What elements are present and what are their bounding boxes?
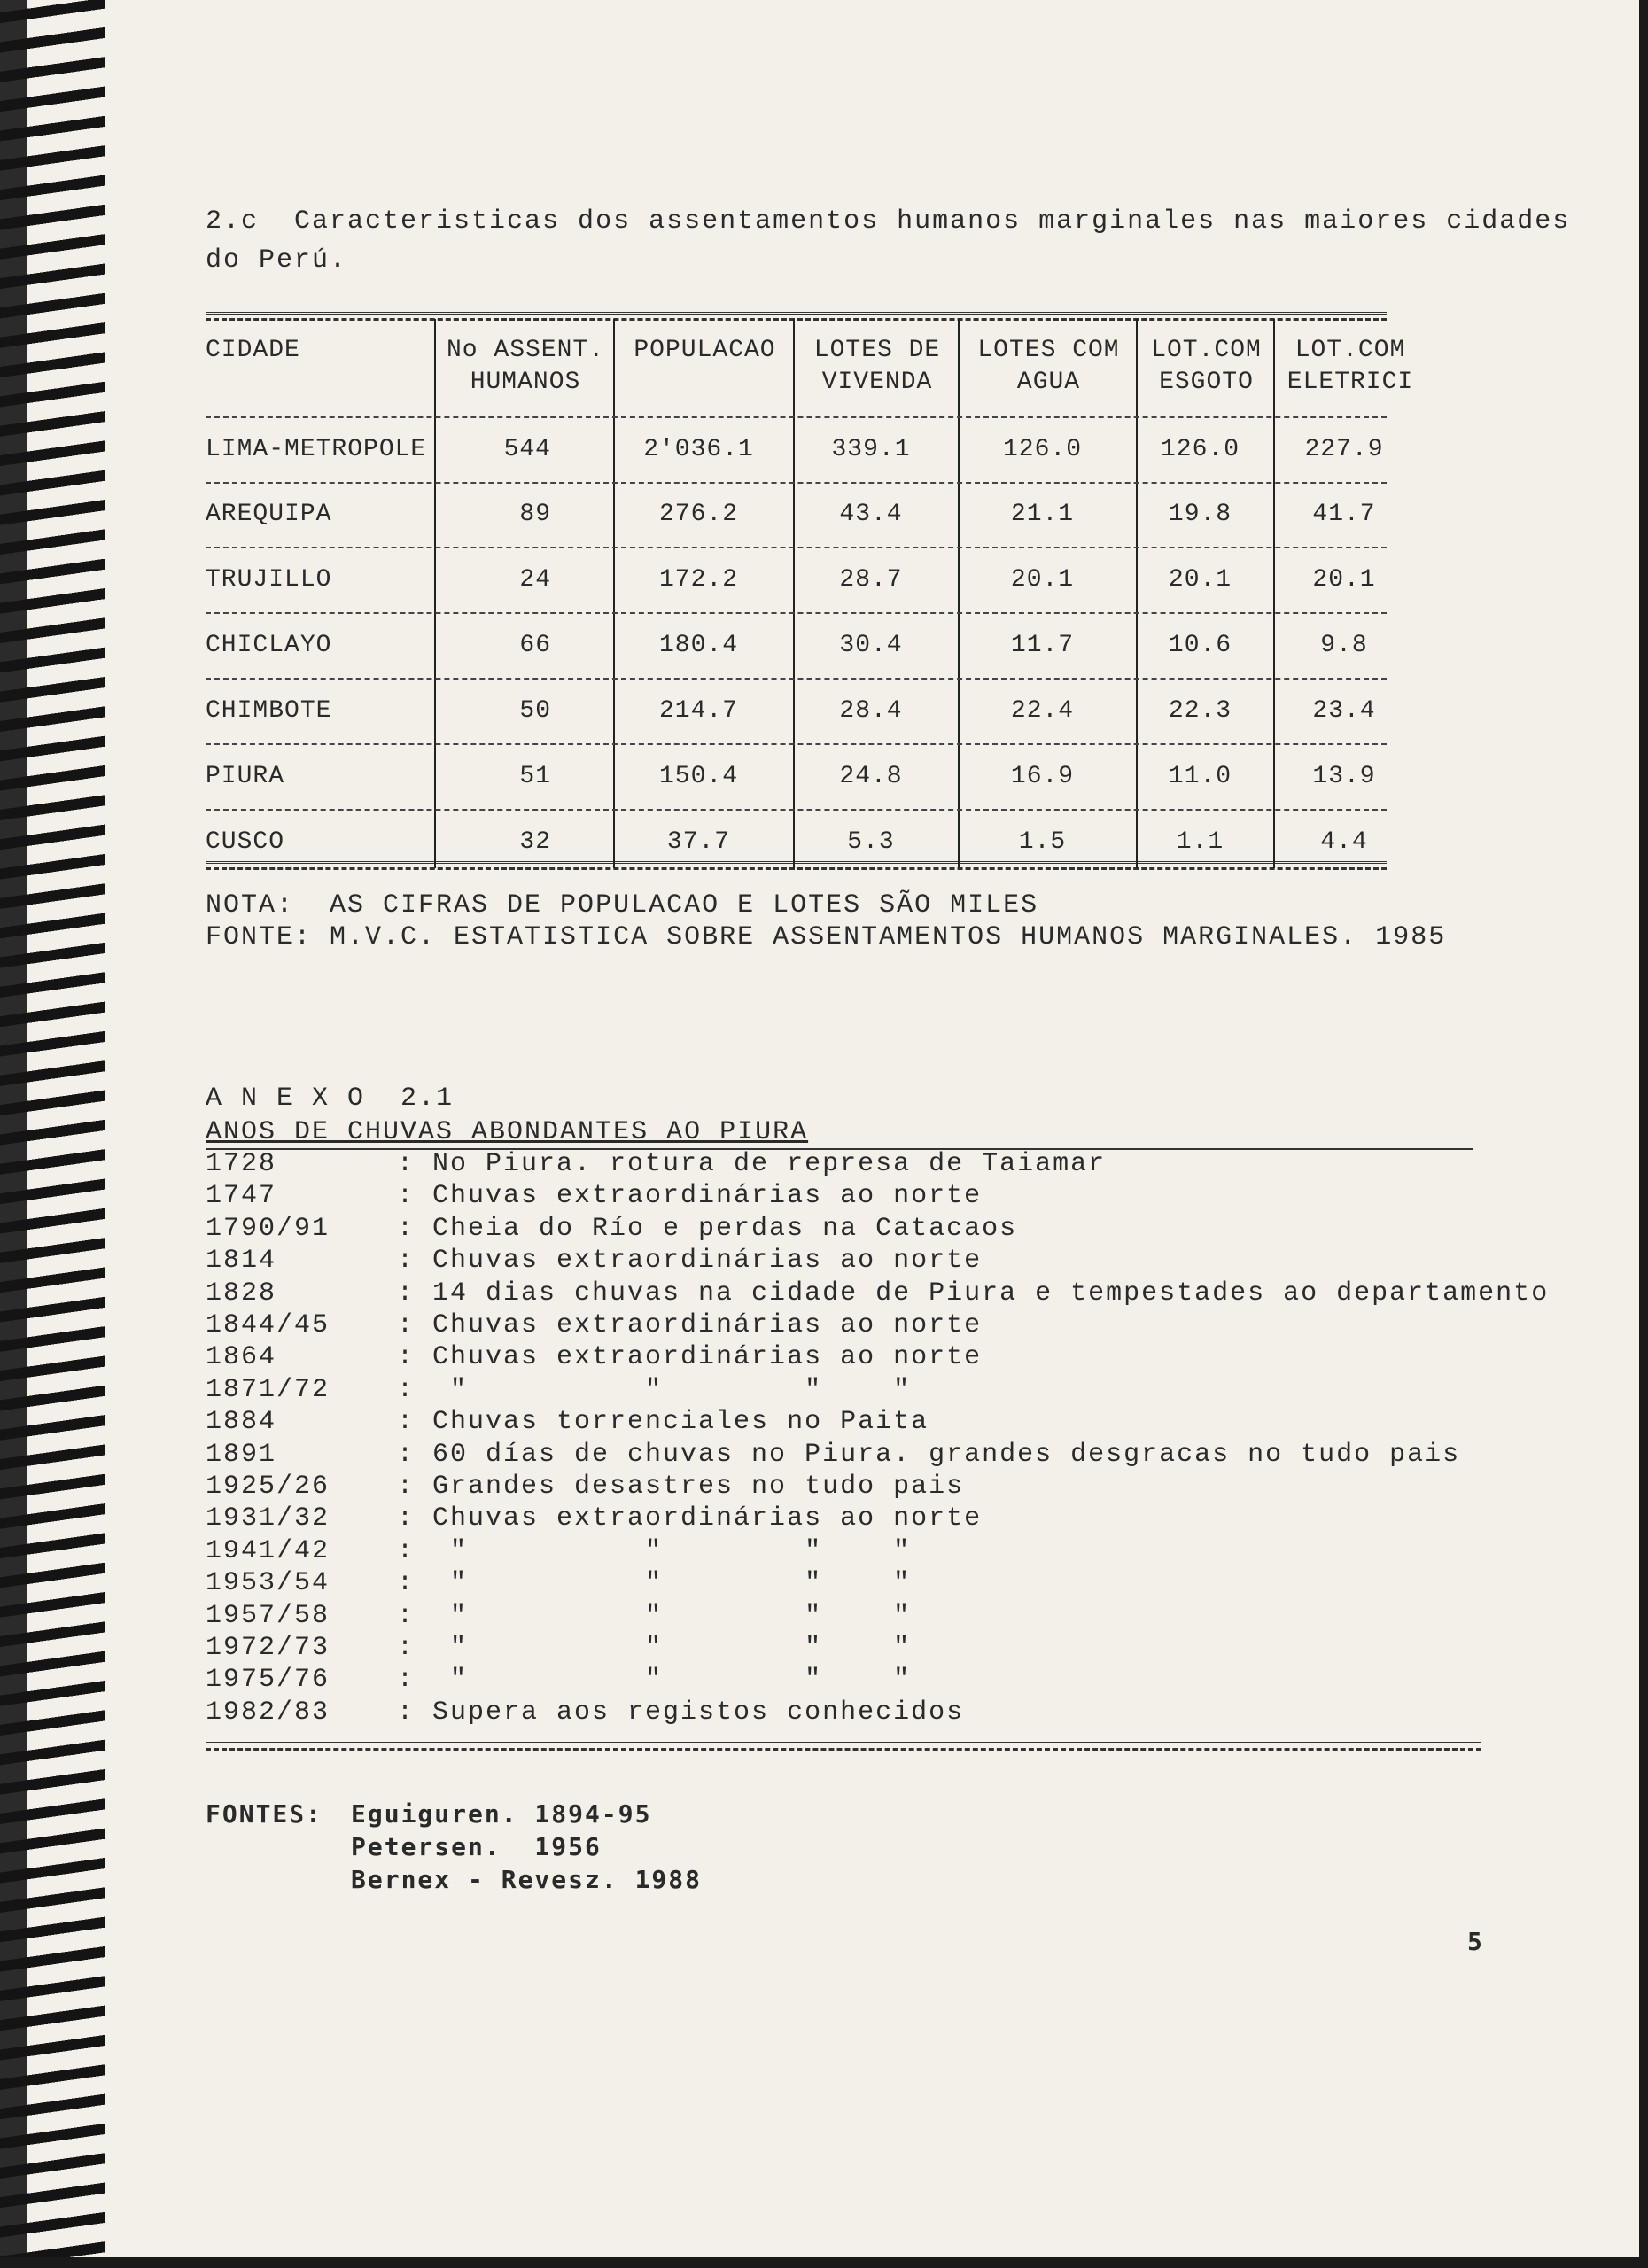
annex-year: 1941/42 — [206, 1535, 330, 1566]
annex-description: : Chuvas torrenciales no Paita — [397, 1407, 929, 1438]
row-separator — [206, 678, 1387, 680]
column-header: VIVENDA — [821, 369, 933, 396]
annex-year: 1953/54 — [206, 1568, 330, 1599]
annex-description: : Chuvas extraordinárias ao norte — [397, 1181, 983, 1212]
table-cell: 16.9 — [1010, 763, 1075, 790]
table-cell: 10.6 — [1168, 632, 1232, 659]
table-cell: 11.0 — [1168, 763, 1232, 790]
column-header: HUMANOS — [470, 369, 581, 396]
table-cell: 9.8 — [1320, 632, 1368, 659]
table-cell: 227.9 — [1304, 436, 1384, 463]
annex-year: 1891 — [206, 1439, 277, 1470]
table-cell: 150.4 — [658, 763, 738, 790]
page-number: 5 — [1467, 1927, 1484, 1956]
annex-description: : Chuvas extraordinárias ao norte — [397, 1503, 983, 1534]
source-item: Bernex - Revesz. 1988 — [351, 1865, 703, 1894]
annex-year: 1814 — [206, 1246, 277, 1277]
section-title-cont: do Perú. — [206, 245, 348, 276]
column-header: ELETRICI — [1287, 369, 1414, 396]
city-name: CHICLAYO — [206, 632, 332, 659]
table-cell: 2'036.1 — [643, 436, 754, 463]
table-note: NOTA: AS CIFRAS DE POPULACAO E LOTES SÃO MILES — [206, 890, 1039, 920]
city-name: CUSCO — [206, 828, 285, 856]
table-cell: 66 — [519, 632, 551, 659]
table-cell: 5.3 — [847, 828, 895, 856]
table-cell: 28.7 — [839, 566, 903, 594]
column-header: No ASSENT. — [446, 337, 605, 364]
table-cell: 1.5 — [1018, 828, 1067, 856]
sources-label: FONTES: — [206, 1799, 323, 1829]
source-item: Petersen. 1956 — [351, 1832, 602, 1861]
table-cell: 172.2 — [658, 566, 738, 594]
column-header: LOTES DE — [813, 337, 941, 364]
table-cell: 276.2 — [658, 501, 738, 528]
annex-description: : Supera aos registos conhecidos — [397, 1697, 965, 1728]
table-cell: 214.7 — [658, 697, 738, 725]
annex-year: 1747 — [206, 1181, 277, 1212]
annex-description: : Chuvas extraordinárias ao norte — [397, 1310, 983, 1340]
column-header: LOTES COM — [977, 337, 1120, 364]
annex-year: 1931/32 — [206, 1503, 330, 1534]
annex-description: : 14 dias chuvas na cidade de Piura e tempestades ao departamento — [397, 1278, 1550, 1309]
row-separator — [206, 612, 1387, 614]
column-header: CIDADE — [206, 337, 300, 364]
annex-year: 1975/76 — [206, 1665, 330, 1696]
table-cell: 28.4 — [839, 697, 903, 725]
annex-description: : " " " " — [397, 1374, 912, 1405]
annex-year: 1957/58 — [206, 1600, 330, 1631]
annex-subtitle: ANOS DE CHUVAS ABONDANTES AO PIURA — [206, 1117, 809, 1147]
page-edge — [1639, 0, 1648, 2268]
city-name: PIURA — [206, 763, 285, 790]
annex-end-rule — [206, 1742, 1481, 1751]
table-cell: 1.1 — [1176, 828, 1224, 856]
city-name: CHIMBOTE — [206, 697, 332, 725]
row-separator — [206, 416, 1387, 418]
annex-description: : No Piura. rotura de represa de Taiamar — [397, 1149, 1107, 1179]
annex-description: : " " " " — [397, 1665, 912, 1696]
table-cell: 20.1 — [1312, 566, 1376, 594]
city-name: TRUJILLO — [206, 566, 332, 594]
table-source: FONTE: M.V.C. ESTATISTICA SOBRE ASSENTAMENTOS HUMANOS MARGINALES. 1985 — [206, 922, 1447, 952]
table-cell: 126.0 — [1002, 436, 1082, 463]
annex-year: 1844/45 — [206, 1310, 330, 1340]
table-cell: 41.7 — [1312, 501, 1376, 528]
row-separator — [206, 482, 1387, 484]
annex-description: : " " " " — [397, 1535, 912, 1566]
annex-description: : " " " " — [397, 1633, 912, 1663]
table-cell: 13.9 — [1312, 763, 1376, 790]
row-separator — [206, 547, 1387, 548]
annex-description: : Cheia do Río e perdas na Catacaos — [397, 1213, 1018, 1244]
table-cell: 30.4 — [839, 632, 903, 659]
column-header: AGUA — [1016, 369, 1081, 396]
table-cell: 19.8 — [1168, 501, 1232, 528]
annex-year: 1864 — [206, 1342, 277, 1373]
table-cell: 24 — [519, 566, 551, 594]
table-cell: 180.4 — [658, 632, 738, 659]
table-cell: 20.1 — [1010, 566, 1075, 594]
row-separator — [206, 809, 1387, 811]
annex-year: 1982/83 — [206, 1697, 330, 1728]
annex-year: 1925/26 — [206, 1472, 330, 1502]
annex-description: : 60 días de chuvas no Piura. grandes desgracas no tudo pais — [397, 1439, 1461, 1470]
table-cell: 32 — [519, 828, 551, 856]
table-cell: 51 — [519, 763, 551, 790]
table-cell: 22.3 — [1168, 697, 1232, 725]
table-cell: 24.8 — [839, 763, 903, 790]
table-top-rule — [206, 312, 1387, 321]
table-cell: 22.4 — [1010, 697, 1075, 725]
table-cell: 37.7 — [666, 828, 731, 856]
annex-year: 1972/73 — [206, 1633, 330, 1663]
table-cell: 544 — [503, 436, 551, 463]
city-name: AREQUIPA — [206, 501, 332, 528]
table-cell: 43.4 — [839, 501, 903, 528]
table-cell: 11.7 — [1010, 632, 1075, 659]
table-cell: 126.0 — [1160, 436, 1240, 463]
column-header: LOT.COM — [1151, 337, 1262, 364]
table-cell: 50 — [519, 697, 551, 725]
annex-description: : Grandes desastres no tudo pais — [397, 1472, 965, 1502]
row-separator — [206, 743, 1387, 745]
annex-year: 1828 — [206, 1278, 277, 1309]
annex-year: 1884 — [206, 1407, 277, 1438]
page-edge-bottom — [0, 2257, 1648, 2268]
section-title: 2.c Caracteristicas dos assentamentos humanos marginales nas maiores cidades — [206, 206, 1571, 237]
annex-year: 1871/72 — [206, 1374, 330, 1405]
annex-description: : " " " " — [397, 1568, 912, 1599]
column-header: LOT.COM — [1294, 337, 1406, 364]
table-cell: 4.4 — [1320, 828, 1368, 856]
table-bottom-rule — [206, 861, 1387, 870]
annex-year: 1728 — [206, 1149, 277, 1179]
city-name: LIMA-METROPOLE — [206, 436, 427, 463]
annex-description: : Chuvas extraordinárias ao norte — [397, 1246, 983, 1277]
table-cell: 23.4 — [1312, 697, 1376, 725]
table-cell: 20.1 — [1168, 566, 1232, 594]
annex-year: 1790/91 — [206, 1213, 330, 1244]
annex-description: : " " " " — [397, 1600, 912, 1631]
table-cell: 21.1 — [1010, 501, 1075, 528]
table-cell: 339.1 — [831, 436, 911, 463]
annex-description: : Chuvas extraordinárias ao norte — [397, 1342, 983, 1373]
column-header: ESGOTO — [1159, 369, 1254, 396]
spiral-binding — [0, 0, 105, 2268]
source-item: Eguiguren. 1894-95 — [351, 1799, 652, 1829]
table-cell: 89 — [519, 501, 551, 528]
annex-title: A N E X O 2.1 — [206, 1084, 455, 1114]
column-header: POPULACAO — [634, 337, 776, 364]
